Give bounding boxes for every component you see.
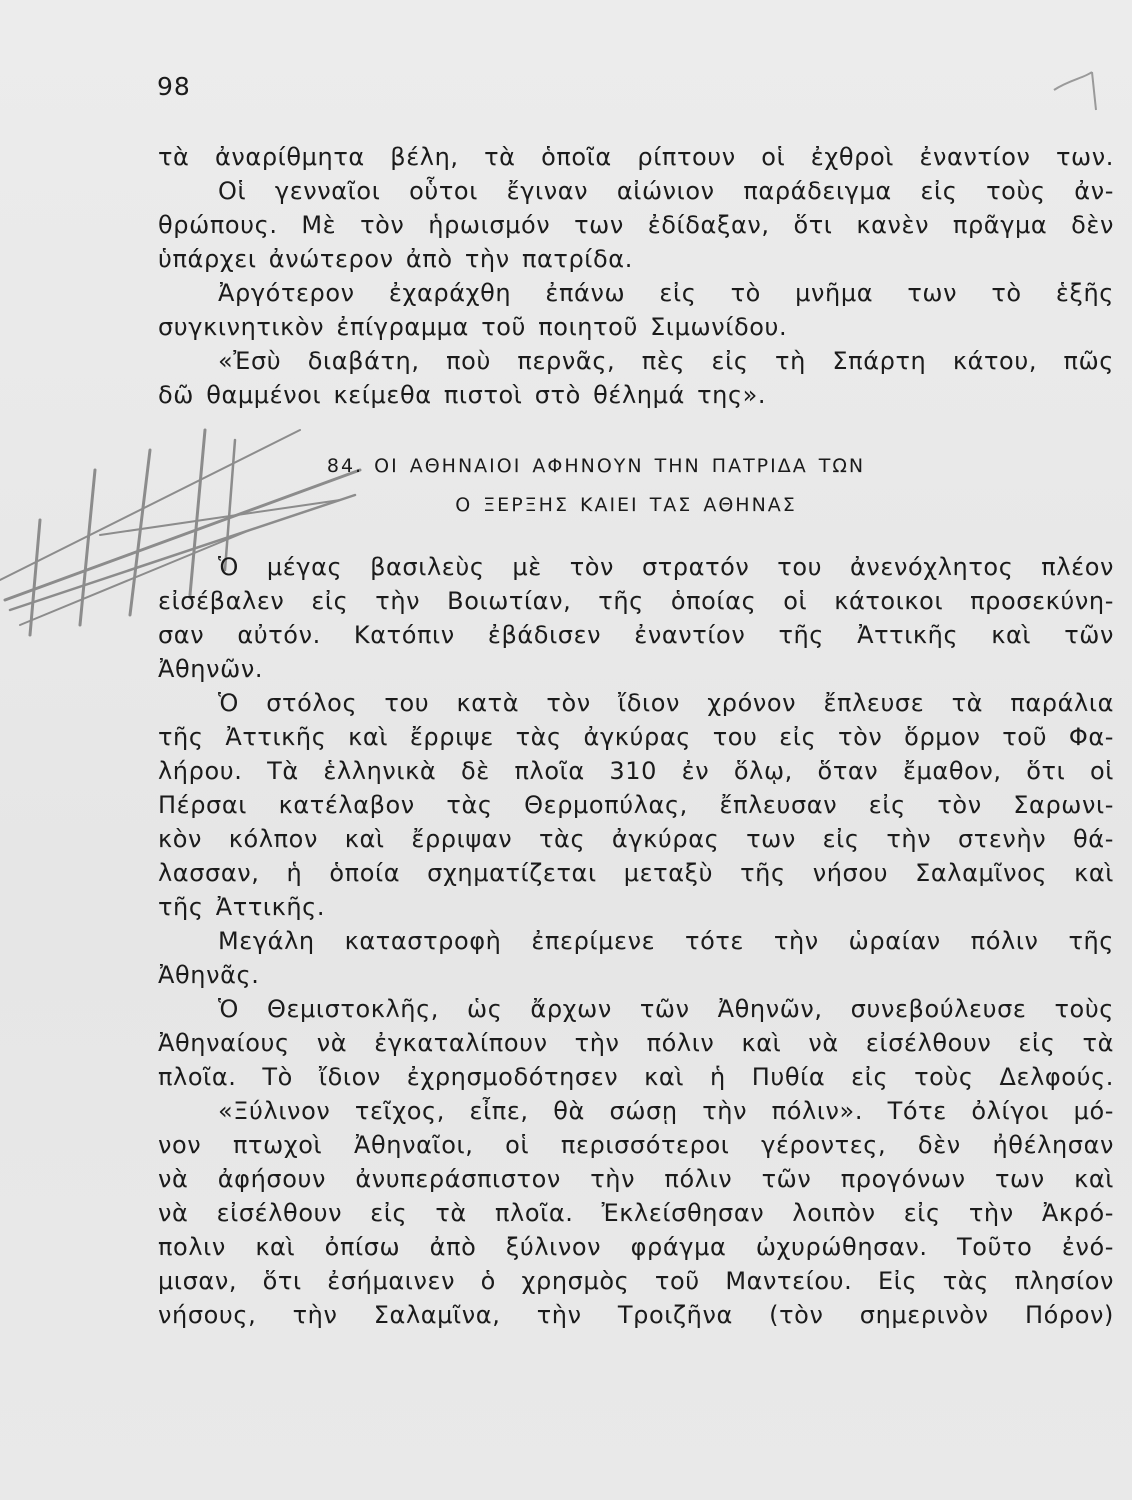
text-line: Ἀθηνῶν. (158, 655, 264, 683)
text-line: νον πτωχοὶ Ἀθηναῖοι, οἱ περισσότεροι γέροντες, δὲν ἠθέλησαν (158, 1131, 1114, 1159)
text-line: τὰ ἀναρίθμητα βέλη, τὰ ὁποῖα ρίπτουν οἱ ἐχθροὶ ἐναντίον των. (158, 143, 1114, 171)
section-subheading: Ο ΞΕΡΞΗΣ ΚΑΙΕΙ ΤΑΣ ΑΘΗΝΑΣ (455, 494, 797, 516)
section-heading: 84. ΟΙ ΑΘΗΝΑΙΟΙ ΑΦΗΝΟΥΝ ΤΗΝ ΠΑΤΡΙΔΑ ΤΩΝ (326, 455, 866, 477)
text-line: νὰ ἀφήσουν ἀνυπεράσπιστον τὴν πόλιν τῶν προγόνων των καὶ (158, 1165, 1114, 1193)
intro-text-block (158, 140, 1114, 412)
text-line: τῆς Ἀττικῆς καὶ ἔρριψε τὰς ἀγκύρας του εἰς τὸν ὅρμον τοῦ Φα- (158, 723, 1114, 751)
pencil-corner-mark (1044, 60, 1114, 120)
text-line: Ἀθηναίους νὰ ἐγκαταλίπουν τὴν πόλιν καὶ νὰ εἰσέλθουν εἰς τὰ (158, 1029, 1114, 1057)
text-line: Ἀθηνᾶς. (158, 961, 260, 989)
text-line: Ὁ μέγας βασιλεὺς μὲ τὸν στρατόν του ἀνενόχλητος πλέον (218, 553, 1114, 581)
text-line: θρώπους. Μὲ τὸν ἡρωισμόν των ἐδίδαξαν, ὅτι κανὲν πρᾶγμα δὲν (158, 211, 1114, 239)
text-line: Πέρσαι κατέλαβον τὰς Θερμοπύλας, ἔπλευσαν εἰς τὸν Σαρωνι- (158, 791, 1114, 819)
text-line: πλοῖα. Τὸ ἴδιον ἐχρησμοδότησεν καὶ ἡ Πυθία εἰς τοὺς Δελφούς. (158, 1063, 1114, 1091)
text-line: μισαν, ὅτι ἐσήμαινεν ὁ χρησμὸς τοῦ Μαντείου. Εἰς τὰς πλησίον (158, 1267, 1114, 1295)
text-line: Ὁ στόλος του κατὰ τὸν ἴδιον χρόνον ἔπλευσε τὰ παράλια (218, 689, 1114, 717)
section-text-block (158, 550, 1114, 1332)
text-line: ὑπάρχει ἀνώτερον ἀπὸ τὴν πατρίδα. (158, 245, 633, 273)
text-line: σαν αὐτόν. Κατόπιν ἐβάδισεν ἐναντίον τῆς Ἀττικῆς καὶ τῶν (158, 621, 1114, 649)
text-line: κὸν κόλπον καὶ ἔρριψαν τὰς ἀγκύρας των εἰς τὴν στενὴν θά- (158, 825, 1114, 853)
page-number: 98 (157, 72, 191, 101)
text-line: Μεγάλη καταστροφὴ ἐπερίμενε τότε τὴν ὡραίαν πόλιν τῆς (218, 927, 1114, 955)
text-line: νήσους, τὴν Σαλαμῖνα, τὴν Τροιζῆνα (τὸν σημερινὸν Πόρον) (158, 1301, 1114, 1329)
text-line: «Ξύλινον τεῖχος, εἶπε, θὰ σώσῃ τὴν πόλιν». Τότε ὀλίγοι μό- (218, 1097, 1114, 1125)
text-line: Ἀργότερον ἐχαράχθη ἐπάνω εἰς τὸ μνῆμα των τὸ ἑξῆς (218, 279, 1114, 307)
text-line: Οἱ γενναῖοι οὗτοι ἔγιναν αἰώνιον παράδειγμα εἰς τοὺς ἀν- (218, 177, 1114, 205)
text-line: τῆς Ἀττικῆς. (158, 893, 326, 921)
text-line: Ὁ Θεμιστοκλῆς, ὡς ἄρχων τῶν Ἀθηνῶν, συνεβούλευσε τοὺς (218, 995, 1114, 1023)
text-line: νὰ εἰσέλθουν εἰς τὰ πλοῖα. Ἐκλείσθησαν λοιπὸν εἰς τὴν Ἀκρό- (158, 1199, 1114, 1227)
text-line: συγκινητικὸν ἐπίγραμμα τοῦ ποιητοῦ Σιμωνίδου. (158, 313, 788, 341)
text-line: λασσαν, ἡ ὁποία σχηματίζεται μεταξὺ τῆς νήσου Σαλαμῖνος καὶ (158, 859, 1114, 887)
text-line: πολιν καὶ ὀπίσω ἀπὸ ξύλινον φράγμα ὠχυρώθησαν. Τοῦτο ἐνό- (158, 1233, 1114, 1261)
text-line: «Ἐσὺ διαβάτη, ποὺ περνᾶς, πὲς εἰς τὴ Σπάρτη κάτου, πῶς (218, 347, 1114, 375)
text-line: δῶ θαμμένοι κείμεθα πιστοὶ στὸ θέλημά της». (158, 381, 767, 409)
text-line: εἰσέβαλεν εἰς τὴν Βοιωτίαν, τῆς ὁποίας οἱ κάτοικοι προσεκύνη- (158, 587, 1114, 615)
text-line: λήρου. Τὰ ἑλληνικὰ δὲ πλοῖα 310 ἐν ὅλῳ, ὅταν ἔμαθον, ὅτι οἱ (158, 757, 1114, 785)
